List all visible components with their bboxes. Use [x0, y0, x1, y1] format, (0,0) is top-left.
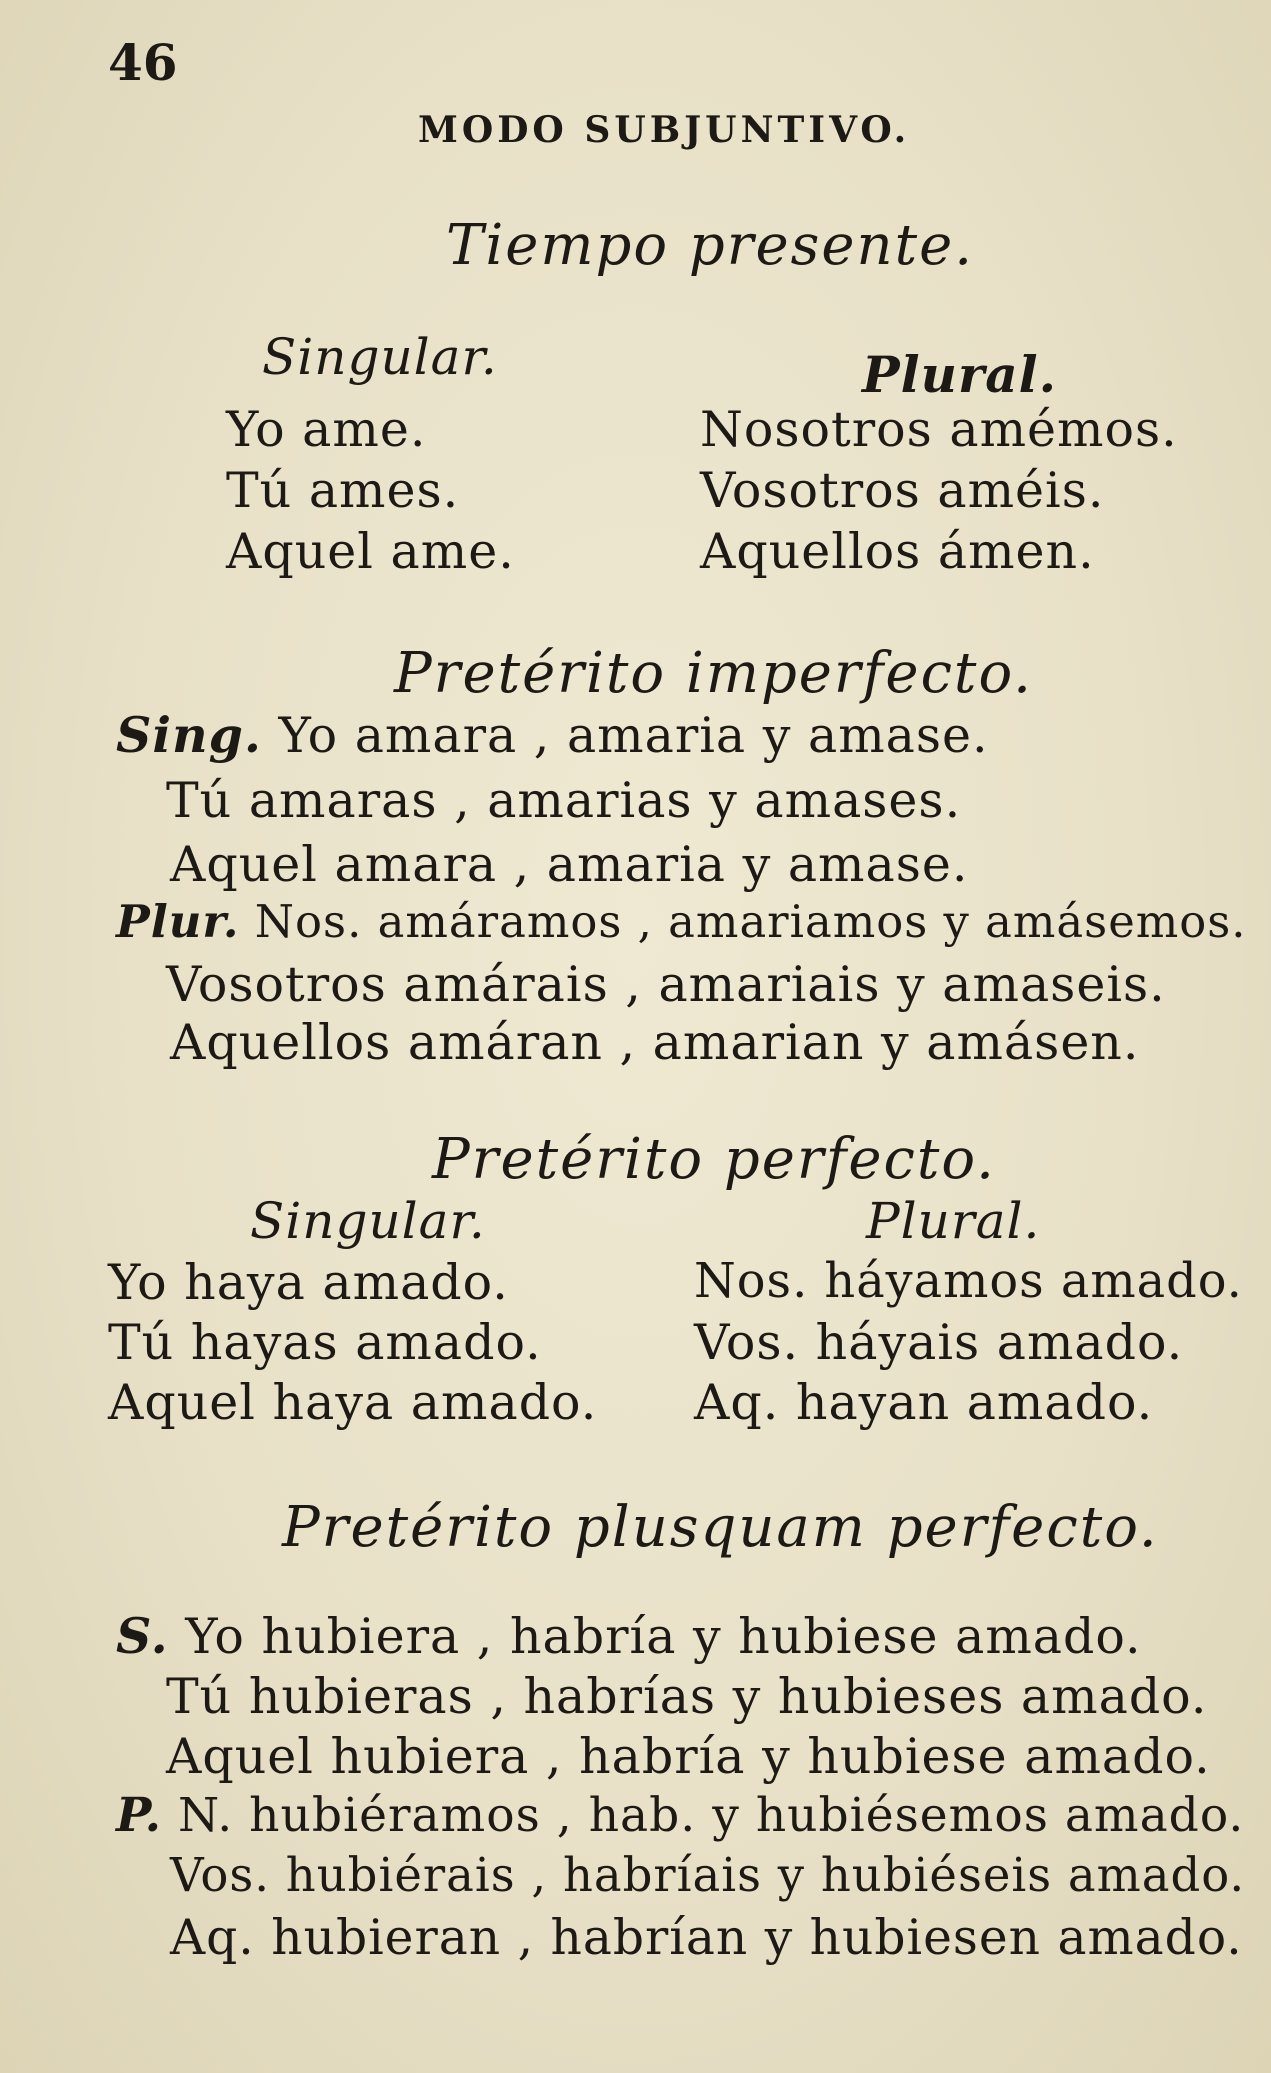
conjugation-line — [116, 1788, 1245, 1843]
conjugation-line — [116, 1607, 1142, 1665]
number-label: P. — [116, 1788, 163, 1843]
conjugation-line — [116, 895, 1247, 948]
section-heading-present: Tiempo presente. — [446, 213, 975, 278]
conjugation-line: Vos. hubiérais , habríais y hubiéseis amado. — [170, 1848, 1246, 1902]
conjugation-line: Aquellos amáran , amarian y amásen. — [170, 1014, 1140, 1071]
conjugation-line: Tú hayas amado. — [108, 1314, 542, 1371]
column-head-plural: Plural. — [862, 345, 1058, 404]
section-heading-perfect: Pretérito perfecto. — [432, 1127, 996, 1192]
conjugation-line: Aquel haya amado. — [108, 1374, 598, 1431]
conjugation-line: Aq. hayan amado. — [694, 1374, 1154, 1431]
conjugation-line — [116, 706, 989, 764]
number-label: Sing. — [116, 706, 262, 764]
column-head-plural: Plural. — [866, 1192, 1041, 1250]
section-heading-imperfect: Pretérito imperfecto. — [394, 641, 1033, 706]
column-head-singular: Singular. — [262, 328, 498, 386]
conjugation-text: Yo hubiera , habría y hubiese amado. — [185, 1608, 1142, 1665]
running-head: MODO SUBJUNTIVO. — [418, 109, 911, 151]
column-head-singular: Singular. — [250, 1192, 486, 1250]
conjugation-text: Yo amara , amaria y amase. — [278, 707, 989, 764]
conjugation-line: Yo ame. — [226, 401, 427, 458]
conjugation-line: Nos. háyamos amado. — [694, 1254, 1243, 1309]
conjugation-line: Nosotros amémos. — [700, 401, 1178, 458]
conjugation-text: Nos. amáramos , amariamos y amásemos. — [254, 895, 1247, 948]
conjugation-line: Aquel ame. — [226, 523, 515, 580]
conjugation-line: Vos. háyais amado. — [694, 1314, 1184, 1371]
conjugation-line: Tú hubieras , habrías y hubieses amado. — [166, 1668, 1208, 1725]
conjugation-line: Aquellos ámen. — [700, 523, 1095, 580]
conjugation-line: Vosotros amárais , amariais y amaseis. — [166, 956, 1166, 1013]
conjugation-text: N. hubiéramos , hab. y hubiésemos amado. — [178, 1788, 1245, 1843]
number-label: Plur. — [116, 895, 240, 948]
conjugation-line: Yo haya amado. — [108, 1254, 509, 1311]
section-heading-pluperfect: Pretérito plusquam perfecto. — [282, 1495, 1159, 1560]
conjugation-line: Aquel amara , amaria y amase. — [170, 836, 969, 893]
conjugation-line: Tú amaras , amarias y amases. — [166, 772, 962, 829]
conjugation-line: Aq. hubieran , habrían y hubiesen amado. — [170, 1910, 1243, 1966]
page-number: 46 — [108, 33, 178, 92]
conjugation-line: Aquel hubiera , habría y hubiese amado. — [166, 1728, 1211, 1785]
conjugation-line: Tú ames. — [226, 462, 460, 519]
conjugation-line: Vosotros améis. — [700, 462, 1105, 519]
number-label: S. — [116, 1607, 169, 1665]
